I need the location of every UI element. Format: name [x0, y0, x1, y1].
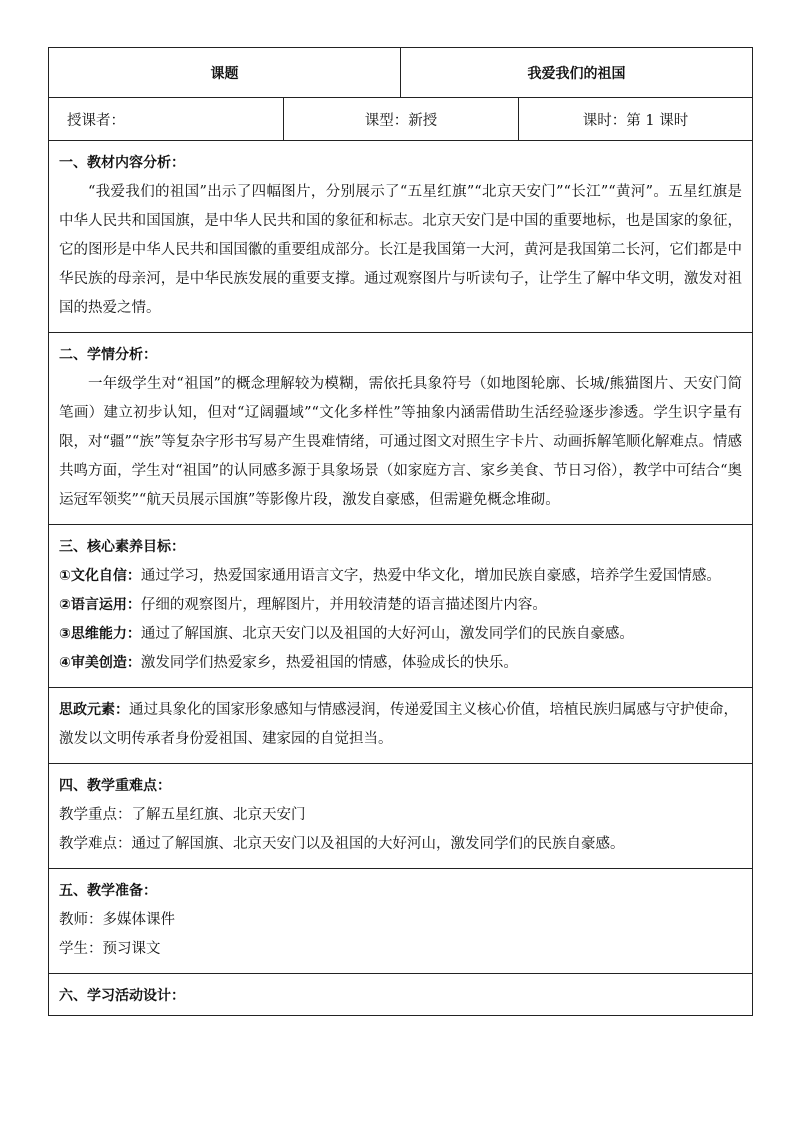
section-student-analysis: [49, 333, 753, 525]
ideology-text: [59, 696, 742, 754]
lesson-plan-table: [48, 47, 753, 1016]
goal-label: ①文化自信：: [59, 568, 141, 584]
section-body: “我爱我们的祖国”出示了四幅图片，分别展示了“五星红旗”“北京天安门”“长江”“黄河”。五星红旗是中华人民共和国国旗，是中华人民共和国的象征和标志。北京天安门是中国的重要地标，也是国家的象征，它的图形是中华人民共和国国徽的重要组成部分。长江是我国第一大河，黄河是我国第二长河，它们都是中华民族的母亲河，是中华民族发展的重要支撑。通过观察图片与听读句子，让学生了解中华文明，激发对祖国的热爱之情。: [59, 184, 742, 316]
section-title: 四、教学重难点：: [59, 778, 171, 794]
lesson-type-field: 课型：新授: [284, 98, 519, 140]
section-key-difficulties: [49, 764, 753, 869]
goal-label: ④审美创造：: [59, 655, 141, 671]
student-prep: 学生：预习课文: [59, 941, 161, 957]
section-core-goals: [49, 525, 753, 688]
ideology-body: 通过具象化的国家形象感知与情感浸润，传递爱国主义核心价值，培植民族归属感与守护使命，激发以文明传承者身份爱祖国、建家园的自觉担当。: [59, 702, 738, 747]
goal-item: [59, 591, 742, 620]
goal-item: [59, 620, 742, 649]
section-title: 一、教材内容分析：: [59, 155, 185, 171]
section-preparation: [49, 869, 753, 974]
goal-label: ②语言运用：: [59, 597, 141, 613]
key-point: 教学重点：了解五星红旗、北京天安门: [59, 807, 306, 823]
period-field: 课时：第 1 课时: [519, 98, 753, 140]
section-ideology: [49, 688, 753, 764]
section-material-analysis: [49, 141, 753, 333]
meta-row: [49, 98, 753, 141]
goal-item: [59, 649, 742, 678]
topic-label: 课题: [49, 48, 401, 97]
goal-item: [59, 562, 742, 591]
goal-text: 激发同学们热爱家乡，热爱祖国的情感，体验成长的快乐。: [140, 655, 518, 671]
teacher-field: 授课者：: [49, 98, 284, 140]
section-title: 二、学情分析：: [59, 347, 157, 363]
section-body: 一年级学生对“祖国”的概念理解较为模糊，需依托具象符号（如地图轮廓、长城/熊猫图片、天安门简笔画）建立初步认知，但对“辽阔疆域”“文化多样性”等抽象内涵需借助生活经验逐步渗透。学生识字量有限，对“疆”“族”等复杂字形书写易产生畏难情绪，可通过图文对照生字卡片、动画拆解笔顺化解难点。情感共鸣方面，学生对“祖国”的认同感多源于具象场景（如家庭方言、家乡美食、节日习俗），教学中可结合“奥运冠军领奖”“航天员展示国旗”等影像片段，激发自豪感，但需避免概念堆砌。: [59, 376, 742, 508]
difficulty-point: 教学难点：通过了解国旗、北京天安门以及祖国的大好河山，激发同学们的民族自豪感。: [59, 836, 625, 852]
section-title: 六、学习活动设计：: [59, 988, 185, 1004]
topic-value: 我爱我们的祖国: [401, 48, 753, 97]
section-activity-design: [49, 974, 753, 1016]
goal-text: 通过了解国旗、北京天安门以及祖国的大好河山，激发同学们的民族自豪感。: [140, 626, 634, 642]
ideology-label: 思政元素：: [59, 702, 129, 718]
goal-text: 仔细的观察图片，理解图片，并用较清楚的语言描述图片内容。: [140, 597, 547, 613]
header-row: [49, 48, 753, 98]
section-title: 五、教学准备：: [59, 883, 157, 899]
teacher-prep: 教师：多媒体课件: [59, 912, 175, 928]
goal-text: 通过学习，热爱国家通用语言文字，热爱中华文化，增加民族自豪感，培养学生爱国情感。: [140, 568, 721, 584]
goal-label: ③思维能力：: [59, 626, 141, 642]
section-title: 三、核心素养目标：: [59, 539, 185, 555]
